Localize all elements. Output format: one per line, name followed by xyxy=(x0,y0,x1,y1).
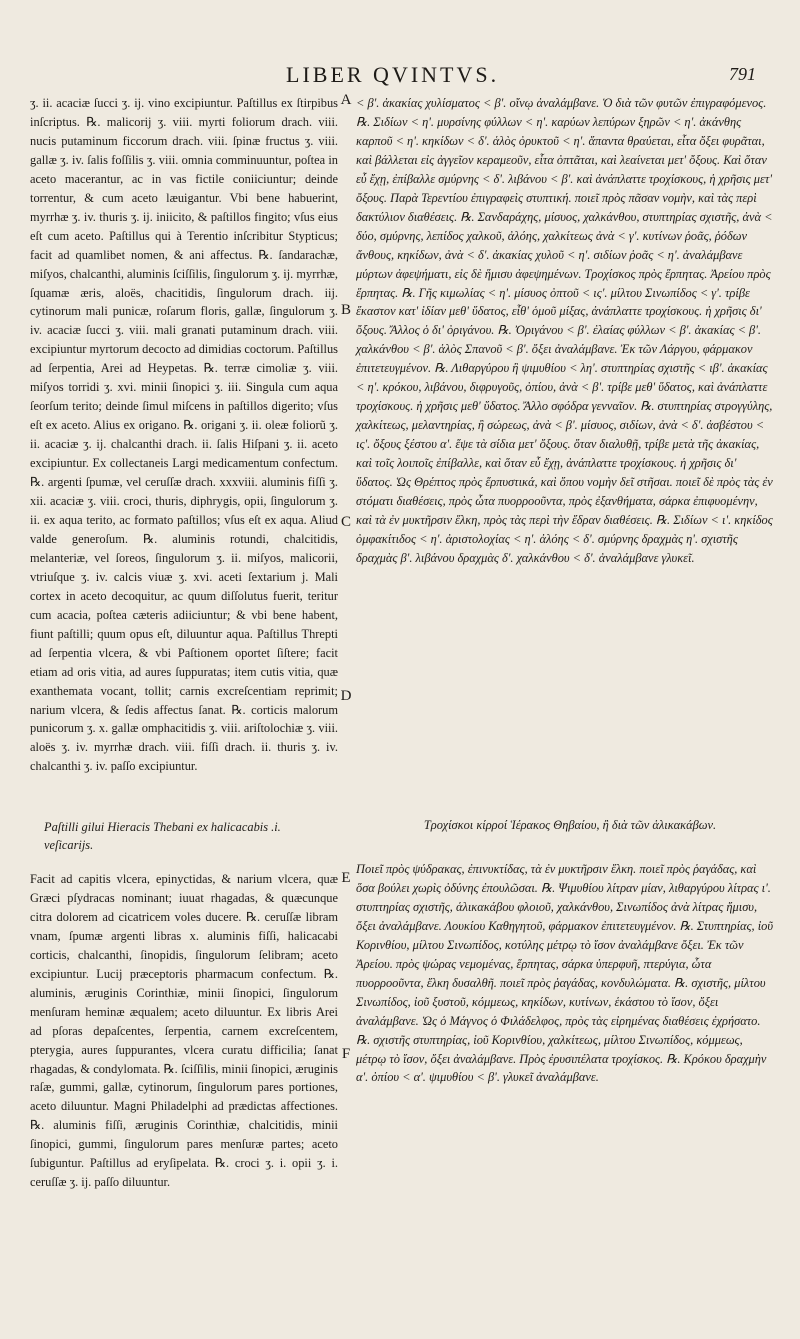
greek-paragraph: Ποιεῖ πρὸς ψύδρακας, ἐπινυκτίδας, τὰ ἐν μυκτῆρσιν ἕλκη. ποιεῖ πρὸς ῥαγάδας, καὶ ὅσα βούλει χωρὶς ὀδύνης ἐπουλῶσαι. ℞. Ψιμυθίου λίτραν μίαν, λιθαργύρου λίτρας ι'. στυπτηρίας σχιστῆς, ἁλικακάβου φλοιοῦ, χαλκάνθου, Σινωπίδος ἀνὰ λίτρας ἥμισυ, ὄξει ἀναλάμβανε. Λουκίου Καθηγητοῦ, φάρμακον ἐπιτετευγμένον. ℞. Στυπτηρίας, ἰοῦ Κορινθίου, μίλτου Σινωπίδος, κοτύλης μέτρῳ τὸ ἴσον ἀναλάμβανε ὄξει. Ἐκ τῶν Ἀρείου. πρὸς ψώρας νεμομένας, ἕρπητας, σάρκα ὑπερφυῆ, πτερύγια, ὦτα πυορροοῦντα, ἕλκη δυσαλθῆ. ποιεῖ πρὸς ῥαγάδας, κονδυλώματα. ℞. σχιστῆς, μίλτου Σινωπίδος, ἰοῦ ξυστοῦ, κόμμεως, κηκίδων, κυτίνων, ἑκάστου τὸ ἴσον, ὄξει ἀναλάμβανε. Ὡς ὁ Μάγνος ὁ Φιλάδελφος, πρὸς τὰς εἰρημένας διαθέσεις ἐχρήσατο. ℞. σχιστῆς στυπτηρίας, ἰοῦ Κορινθίου, χαλκίτεως, μίλτου Σινωπίδος, κόμμεως, μέτρῳ τὸ ἴσον, ὄξει ἀναλάμβανε. Πρὸς ἐρυσιπέλατα τροχίσκος. ℞. Κρόκου δραχμὴν α'. ὀπίου < α'. ψιμυθίου < β'. γλυκεῖ ἀναλάμβανε. xyxy=(356,862,774,1085)
margin-letter-a: A xyxy=(340,92,352,108)
page-number: 791 xyxy=(729,64,756,84)
page-header xyxy=(0,62,800,92)
running-title: LIBER QVINTVS. xyxy=(286,62,500,87)
latin-paragraph: Facit ad capitis vlcera, epinyctidas, & narium vlcera, quæ Græci pſydracas nominant; iuuat rhagadas, & quæcunque citra dolorem ad cicatricem voles ducere. ℞. ceruſſæ libram vnam, ſpumæ argenti libras x. aluminis fiſſi, halicacabi corticis, chalcanthi, ſinopidis, ſingulorum ſelibram; aceto excipiuntur. Lucij præceptoris pharmacum confectum. ℞. aluminis, æruginis Corinthiæ, minii ſinopici, ſingulorum menſuram heminæ æqualem; aceto diluuntur. Ex libris Arei ad pſoras depaſcentes, ſerpentia, carnem excreſcentem, pterygia, aures ſuppurantes, vlcera curatu difficilia; ſanat rhagadas, & condylomata. ℞. ſciſſilis, minii ſinopici, æruginis raſæ, gummi, gallæ, cytinorum, ſingulorum pares portiones, aceto diluuntur. Magni Philadelphi ad prædictas affectiones. ℞. aluminis fiſſi, æruginis Corinthiæ, chalcitidis, minii ſinopici, gummi, ſingulorum pares menſuræ partes; aceto ſubiguntur. Paſtillus ad eryſipelata. ℞. croci ʒ. i. opii ʒ. i. ceruſſæ ʒ. ij. paſſo diluuntur. xyxy=(30,872,338,1190)
latin-column-upper xyxy=(30,94,338,776)
margin-letter-e: E xyxy=(341,870,351,886)
latin-section-title: Paſtilli gilui Hieracis Thebani ex halicacabis .i. veſicarijs. xyxy=(44,820,281,852)
margin-letter-c: C xyxy=(340,514,351,530)
latin-column-lower xyxy=(30,870,338,1192)
greek-section-title: Τροχίσκοι κίρροί Ἱέρακος Θηβαίου, ἢ διὰ τῶν ἁλικακάβων. xyxy=(423,818,717,832)
greek-column-lower xyxy=(356,860,776,1087)
greek-paragraph: < β'. ἀκακίας χυλίσματος < β'. οἴνῳ ἀναλάμβανε. Ὁ διὰ τῶν φυτῶν ἐπιγραφόμενος. ℞. Σιδίων < η'. μυρσίνης φύλλων < η'. καρύων λεπύρων ξηρῶν < η'. ἀκάνθης καρποῦ < η'. κηκίδων < δ'. ἁλὸς ὀρυκτοῦ < η'. ἅπαντα θραύεται, εἶτα ὄξει φυρᾶται, καὶ βάλλεται εἰς ἀγγεῖον κεραμεοῦν, εἶτα ὀπτᾶται, καὶ λεαίνεται μετ' ὄξους. Καὶ ὅταν εὖ ἔχῃ, ἐπίβαλλε σμύρνης < δ'. λιβάνου < β'. καὶ ἀνάπλαττε τροχίσκους, ἡ χρῆσις μετ' ὄξους. Παρὰ Τερεντίου ἐπιγραφεὶς στυπτική. ποιεῖ πρὸς πᾶσαν νομὴν, καὶ τὰς περὶ δακτύλιον διαθέσεις. ℞. Σανδαράχης, μίσυος, χαλκάνθου, στυπτηρίας σχιστῆς, ἀνὰ < δύο, σμύρνης, λεπίδος χαλκοῦ, ἀλόης, χαλκίτεως ἀνὰ < γ'. κυτίνων ῥοᾶς, ῥόδων ἄνθους, κηκίδων, ἀνὰ < δ'. ἀκακίας χυλοῦ < η'. σιδίων ῥοᾶς < η'. ἀναλάμβανε μύρτων ἀφεψήματι, εἰς δὲ ἥμισυ ἀφεψημένων. Τροχίσκος πρὸς ἕρπητας. Ἀρείου πρὸς ἕρπητας. ℞. Γῆς κιμωλίας < η'. μίσυος ὀπτοῦ < ις'. μίλτου Σινωπίδος < γ'. τρίβε ἕκαστον κατ' ἰδίαν μεθ' ὕδατος, εἶθ' ὁμοῦ μίξας, ἀνάπλαττε τροχίσκους. ἡ χρῆσις δι' ὄξους. Ἄλλος ὁ δι' ὀριγάνου. ℞. Ὀριγάνου < β'. ἐλαίας φύλλων < β'. ἀκακίας < β'. χαλκάνθου < β'. ἁλὸς Σπανοῦ < β'. ὄξει ἀναλάμβανε. Ἐκ τῶν Λάργου, φάρμακον ἐπιτετευγμένον. ℞. Λιθαργύρου ἢ ψιμυθίου < λη'. στυπτηρίας σχιστῆς < ιβ'. ἀκακίας < η'. κρόκου, λιβάνου, διφρυγοῦς, ὀπίου, ἀνὰ < β'. τρίβε μεθ' ὕδατος, καὶ ἀνάπλαττε τροχίσκους. ἡ χρῆσις μεθ' ὕδατος. Ἄλλο σφόδρα γενναῖον. ℞. στυπτηρίας στρογγύλης, χαλκίτεως, μελαντηρίας, ἢ σώρεως, ἀνὰ < β'. μίσυος, σιδίων, ἀνὰ < δ'. ἀσβέστου < ις'. ὄξους ξέστου α'. ἕψε τὰ σίδια μετ' ὄξους. ὅταν διαλυθῇ, τρίβε μετὰ τῆς ἀκακίας, καὶ τοῖς λοιποῖς ἐπίβαλλε, καὶ ὅταν εὖ ἔχῃ, ἀνάπλαττε τροχίσκους. ἡ χρῆσις δι' ὕδατος. Ὡς Θρέπτος πρὸς ἕρπυστικά, καὶ ὅπου νομὴν δεῖ στῆσαι. ποιεῖ δὲ πρὸς τὰς ἐν στόματι διαθέσεις, πρὸς ὦτα πυορροοῦντα, πρὸς ἐξανθήματα, σάρκα ἐπιφυομένην, καὶ τὰ ἐν μυκτῆρσιν ἕλκη, πρὸς τὰς περὶ τὴν ἕδραν διαθέσεις. ℞. Σιδίων < ι'. κηκίδος ὀμφακίτιδος < η'. ἀριστολοχίας < η'. ἀλόης < δ'. σμύρνης δραχμὰς η'. σχιστῆς δραχμὰς β'. λιβάνου δραχμὰς δ'. χαλκάνθου < δ'. ἀναλάμβανε γλυκεῖ. xyxy=(356,96,773,565)
margin-letter-f: F xyxy=(341,1046,351,1062)
greek-column-upper xyxy=(356,94,776,568)
margin-letter-d: D xyxy=(340,688,352,704)
latin-paragraph: ʒ. ii. acaciæ ſucci ʒ. ij. vino excipiuntur. Paſtillus ex ſtirpibus inſcriptus. ℞. malicorij ʒ. viii. myrti foliorum drach. viii. nucis putaminum ficcorum drach. viii. ſpinæ fructus ʒ. viii. gallæ ʒ. iv. ſalis foſſilis ʒ. viii. omnia comminuuntur, poſtea in aceto macerantur, ac in vas fictile coniiciuntur; deinde torrentur, & cum aceto læuigantur. Vbi bene habuerint, myrrhæ ʒ. iv. thuris ʒ. ij. iniicito, & paſtillos fingito; vſus eius eſt cum aceto. Paſtillus qui à Terentio inſcribitur Stypticus; facit ad quamlibet nomen, & ani affectus. ℞. ſandarachæ, miſyos, chalcanthi, aluminis ſciſſilis, ſingulorum ʒ. ij. myrrhæ, ſquamæ æris, aloës, chacitidis, ſingulorum drach. iij. cytinorum mali punicæ, roſarum floris, gallæ, ſingulorum ʒ. iv. acaciæ ſucci ʒ. viii. mali granati putaminum drach. viii. excipiuntur myrtorum decocto ad dimidias coctorum. Paſtillus ad ſerpentia, Arei ad Heypetas. ℞. terræ cimoliæ ʒ. viii. miſyos torridi ʒ. xvi. minii ſinopici ʒ. iii. Singula cum aqua ſeorſum terito; deinde ſimul miſcens in paſtillos digerito; vſus eſt ex aceto. Alius ex origano. ℞. origani ʒ. ii. oleæ foliorũ ʒ. ii. acaciæ ʒ. ij. chalcanthi drach. ii. ſalis Hiſpani ʒ. ii. aceto excipiuntur. Ex collectaneis Largi medicamentum confectum. ℞. argenti ſpumæ, vel ceruſſæ drach. xxxviii. aluminis fiſſi ʒ. xii. acaciæ ʒ. viii. croci, thuris, diphrygis, opii, ſingulorum ʒ. ii. ex aqua terito, ac formato paſtillos; vſus eſt ex aqua. Aliud valde generoſum. ℞. aluminis rotundi, chalcitidis, melanteriæ, vel ſoreos, ſingulorum ʒ. ii. miſyos, malicorii, vtriuſque ʒ. iv. calcis viuæ ʒ. xvi. aceti ſextarium j. Mali cortex in aceto decoquitur, ac quum diſſolutus fuerit, teritur cum acacia, poſtea cæteris adiiciuntur; & vbi bene habent, fiunt paſtilli; quum opus eſt, diluuntur aqua. Paſtillus Threpti ad ſerpentia vlcera, & vbi Paſtionem oportet ſiſtere; facit etiam ad oris vitia, ad aures ſuppuratas; item cutis vitia, quæ exanthemata vocant, tollit; carnis excreſcentiam reprimit; narium vlcera, & ſedis affectus ſanat. ℞. corticis malorum punicorum ʒ. x. gallæ omphacitidis ʒ. viii. ariſtolochiæ ʒ. viii. aloës ʒ. iv. myrrhæ drach. viii. fiſſi drach. ii. thuris ʒ. iv. chalcanthi ʒ. iv. paſſo excipiuntur. xyxy=(30,96,339,774)
margin-letter-b: B xyxy=(340,302,351,318)
